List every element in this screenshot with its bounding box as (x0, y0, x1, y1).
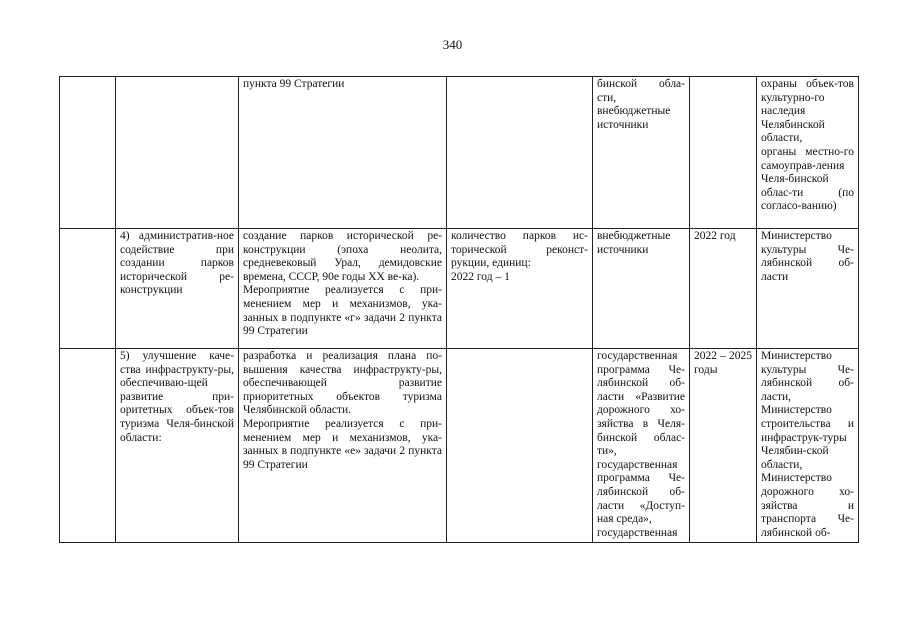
table-cell-col-indicator (447, 349, 593, 543)
table-cell-col-responsible (757, 77, 859, 229)
table-cell-col-funding (593, 77, 690, 229)
table-cell-col-deadline (690, 229, 757, 349)
cell-text: Министерство культуры Че-лябинской об-ласти, Министерство строительства и инфраструк-туры Челябин-ской области, Министерство дорожного хо-зяйства и транспорта Че-лябинской об- (761, 350, 854, 539)
table-cell-col-deadline (690, 77, 757, 229)
cell-text: 2022 – 2025 годы (694, 350, 752, 376)
table-cell-col-funding (593, 229, 690, 349)
table-body (60, 77, 859, 543)
table-row (60, 349, 859, 543)
cell-paragraph: разработка и реализация плана по-вышения качества инфраструкту-ры, обеспечивающей развитие приоритетных объектов туризма Челябинской области. (243, 350, 442, 417)
document-table (59, 76, 859, 543)
table-cell-col-number (60, 229, 116, 349)
table-cell-col-deadline (690, 349, 757, 543)
table-cell-col-direction (116, 229, 239, 349)
cell-text: количество парков ис-торической реконст-рукции, единиц: 2022 год – 1 (451, 230, 588, 283)
table-cell-col-direction (116, 349, 239, 543)
cell-paragraph: создание парков исторической ре-конструкции (эпоха неолита, средневековый Урал, демидовские времена, СССР, 90е годы XX ве-ка). (243, 230, 442, 283)
table-row (60, 229, 859, 349)
table-cell-col-number (60, 77, 116, 229)
table-cell-col-indicator (447, 77, 593, 229)
cell-text: 5) улучшение каче-ства инфраструкту-ры, обеспечиваю-щей развитие при-оритетных объек-тов туризма Челя-бинской области: (120, 350, 234, 444)
table-cell-col-measure (239, 349, 447, 543)
table-cell-col-funding (593, 349, 690, 543)
table-cell-col-measure (239, 229, 447, 349)
table-row (60, 77, 859, 229)
cell-text: охраны объек-тов культурно-го наследия Челябинской области, органы местно-го самоуправ-ления Челя-бинской облас-ти (по согласо-ванию) (761, 78, 854, 213)
cell-paragraph: Мероприятие реализуется с при-менением мер и механизмов, ука-занных в подпункте «е» задачи 2 пункта 99 Стратегии (243, 417, 442, 471)
cell-text: государственная программа Че-лябинской об-ласти «Развитие дорожного хо-зяйства в Челя-бинской облас-ти», государственная программа Че-лябинской об-ласти «Доступ-ная среда», государственная (597, 350, 685, 539)
cell-paragraph: Мероприятие реализуется с при-менением мер и механизмов, ука-занных в подпункте «г» задачи 2 пункта 99 Стратегии (243, 284, 442, 338)
table-cell-col-responsible (757, 349, 859, 543)
table-cell-col-measure (239, 77, 447, 229)
cell-text: бинской обла-сти, внебюджетные источники (597, 78, 685, 131)
page-number: 340 (442, 37, 463, 52)
cell-text: Министерство культуры Че-лябинской об-ласти (761, 230, 854, 283)
table-cell-col-direction (116, 77, 239, 229)
table-cell-col-number (60, 349, 116, 543)
table-cell-col-indicator (447, 229, 593, 349)
cell-paragraph: пункта 99 Стратегии (243, 78, 345, 90)
cell-text: 4) административ-ное содействие при создании парков исторической ре-конструкции (120, 230, 234, 297)
cell-text: внебюджетные источники (597, 230, 671, 256)
table-cell-col-responsible (757, 229, 859, 349)
cell-text: 2022 год (694, 230, 736, 242)
